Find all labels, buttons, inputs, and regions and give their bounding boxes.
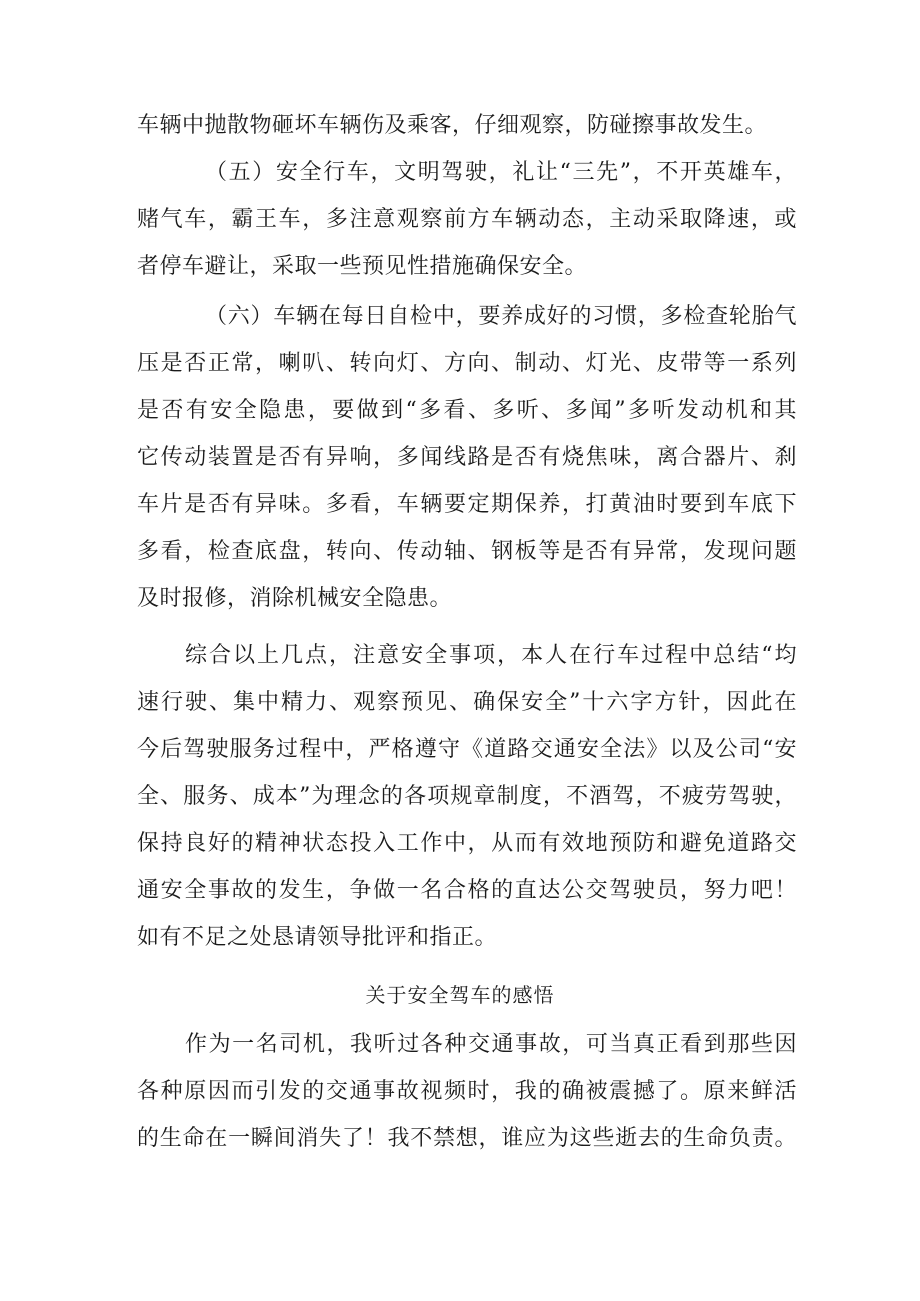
text-line: 保持良好的精神状态投入工作中，从而有效地预防和避免道路交	[137, 831, 797, 856]
text-line: 全、服务、成本”为理念的各项规章制度，不酒驾，不疲劳驾驶，	[137, 784, 797, 809]
text-line: 者停车避让，采取一些预见性措施确保安全。	[137, 254, 588, 279]
paragraph-item-5	[137, 149, 797, 290]
paragraph-reflection	[137, 1021, 797, 1162]
text-line: 作为一名司机，我听过各种交通事故，可当真正看到那些因	[185, 1032, 797, 1057]
paragraph-item-6	[137, 293, 797, 622]
text-line: 通安全事故的发生，争做一名合格的直达公交驾驶员，努力吧！	[137, 878, 797, 903]
paragraph-continuation	[137, 102, 797, 149]
text-line: 车片是否有异味。多看，车辆要定期保养，打黄油时要到车底下	[137, 492, 797, 517]
text-line: 赌气车，霸王车，多注意观察前方车辆动态，主动采取降速，或	[137, 207, 797, 232]
text-line: 各种原因而引发的交通事故视频时，我的确被震撼了。原来鲜活	[137, 1079, 797, 1104]
section-heading: 关于安全驾车的感悟	[365, 983, 555, 1007]
text-line: 车辆中抛散物砸坏车辆伤及乘客，仔细观察，防碰擦事故发生。	[137, 113, 768, 138]
text-line: 它传动装置是否有异响，多闻线路是否有烧焦味，离合器片、刹	[137, 445, 797, 470]
text-line: （六）车辆在每日自检中，要养成好的习惯，多检查轮胎气	[205, 304, 797, 329]
text-line: 及时报修，消除机械安全隐患。	[137, 586, 453, 611]
text-line: 压是否正常，喇叭、转向灯、方向、制动、灯光、皮带等一系列	[137, 351, 797, 376]
paragraph-summary	[137, 632, 797, 961]
text-line: （五）安全行车，文明驾驶，礼让“三先”，不开英雄车，	[205, 160, 797, 185]
text-line: 多看，检查底盘，转向、传动轴、钢板等是否有异常，发现问题	[137, 539, 797, 564]
text-line: 的生命在一瞬间消失了！我不禁想，谁应为这些逝去的生命负责。	[137, 1126, 797, 1151]
text-line: 如有不足之处恳请领导批评和指正。	[137, 925, 498, 950]
text-line: 今后驾驶服务过程中，严格遵守《道路交通安全法》以及公司“安	[137, 737, 797, 762]
text-line: 综合以上几点，注意安全事项，本人在行车过程中总结“均	[185, 643, 797, 668]
text-line: 速行驶、集中精力、观察预见、确保安全”十六字方针，因此在	[137, 690, 797, 715]
text-line: 是否有安全隐患，要做到“多看、多听、多闻”多听发动机和其	[137, 398, 797, 423]
